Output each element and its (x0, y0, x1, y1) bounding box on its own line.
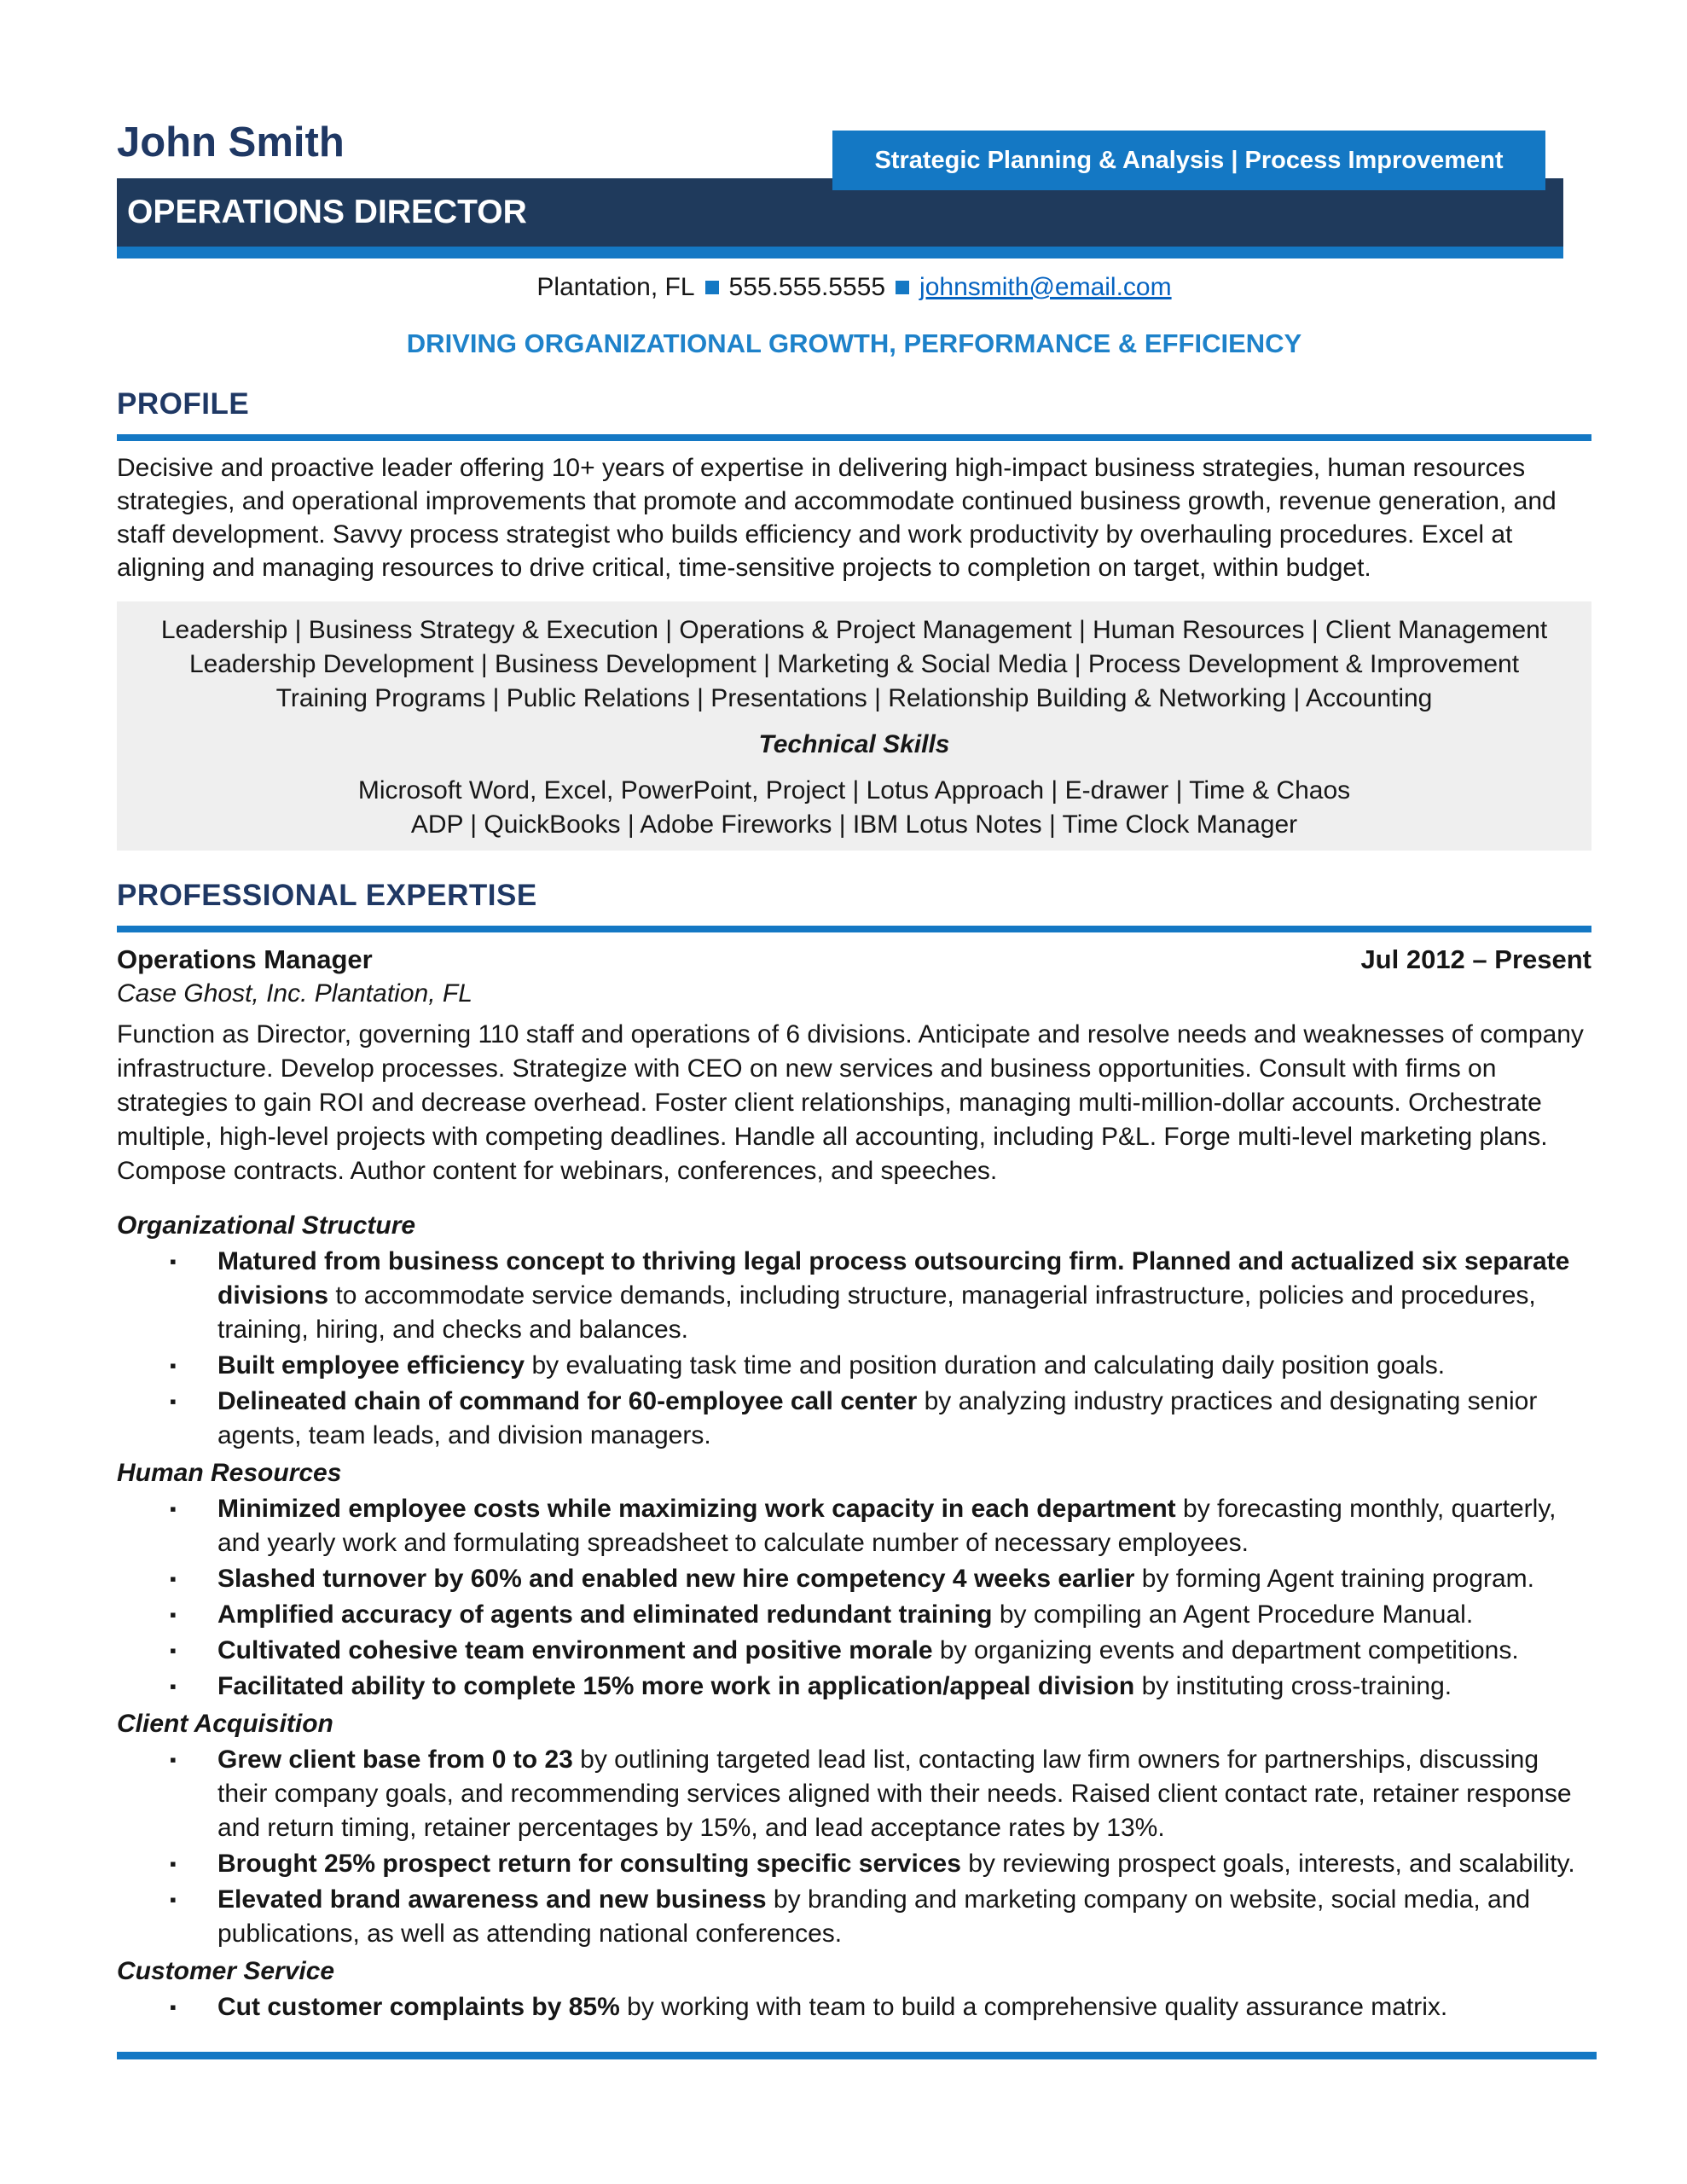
bullet-text (217, 1634, 1591, 1668)
bullet-text (217, 1847, 1591, 1881)
bullet-lead-text: Minimized employee costs while maximizing work capacity in each department (217, 1495, 1176, 1523)
contact-line (117, 272, 1591, 303)
square-bullet-icon: ▪ (170, 1996, 177, 2018)
bullet-text (217, 1670, 1591, 1704)
bullet-lead-text: Cut customer complaints by 85% (217, 1993, 620, 2021)
bullet-rest-text: by organizing events and department competitions. (932, 1636, 1519, 1664)
technical-skills-heading: Technical Skills (758, 730, 950, 758)
square-bullet-icon: ▪ (170, 1604, 177, 1625)
bullet-lead-text: Grew client base from 0 to 23 (217, 1745, 573, 1774)
company-line: Case Ghost, Inc. Plantation, FL (117, 979, 472, 1008)
location-text: Plantation, FL (536, 273, 695, 301)
technical-skills-lines (134, 774, 1574, 845)
achievement-group-title: Organizational Structure (117, 1211, 416, 1240)
bullet-lead-text: Matured from business concept to thriving legal process outsourcing firm. Planned and actualized six separate divisions (217, 1247, 1570, 1310)
square-bullet-icon: ▪ (170, 1749, 177, 1770)
square-separator-icon (705, 281, 719, 294)
achievement-bullet (117, 1847, 1591, 1881)
bullet-lead-text: Slashed turnover by 60% and enabled new hire competency 4 weeks earlier (217, 1565, 1135, 1593)
achievement-bullet (117, 1562, 1591, 1596)
bullet-rest-text: by reviewing prospect goals, interests, and scalability. (960, 1850, 1575, 1878)
headline: DRIVING ORGANIZATIONAL GROWTH, PERFORMANCE & EFFICIENCY (406, 328, 1302, 358)
achievement-bullet (117, 1245, 1591, 1347)
email-link[interactable]: johnsmith@email.com (919, 273, 1172, 301)
bullet-rest-text: by analyzing industry practices and designating senior agents, team leads, and division managers. (217, 1387, 1538, 1449)
achievement-bullet (117, 1743, 1591, 1845)
square-bullet-icon: ▪ (170, 1391, 177, 1412)
bullet-text (217, 1492, 1591, 1560)
section-rule (117, 434, 1591, 441)
bullet-text (217, 1385, 1591, 1453)
square-bullet-icon: ▪ (170, 1640, 177, 1661)
square-bullet-icon: ▪ (170, 1889, 177, 1910)
square-bullet-icon: ▪ (170, 1355, 177, 1376)
bullet-rest-text: to accommodate service demands, including structure, managerial infrastructure, policies and procedures, training, hiring, and checks and balances. (217, 1281, 1536, 1344)
bullet-lead-text: Built employee efficiency (217, 1351, 525, 1380)
bullet-rest-text: by working with team to build a comprehensive quality assurance matrix. (619, 1993, 1448, 2021)
achievement-group-title: Human Resources (117, 1459, 342, 1487)
achievement-group-title: Client Acquisition (117, 1710, 333, 1738)
skills-line: Training Programs | Public Relations | Presentations | Relationship Building & Networking | Accounting (275, 684, 1433, 712)
achievement-group-title: Customer Service (117, 1957, 335, 1985)
achievement-bullet (117, 1492, 1591, 1560)
job-dates: Jul 2012 – Present (1360, 944, 1591, 974)
bullet-rest-text: by evaluating task time and position duration and calculating daily position goals. (525, 1351, 1446, 1380)
bullet-text (217, 1883, 1591, 1951)
bullet-text (217, 1990, 1591, 2024)
square-bullet-icon: ▪ (170, 1676, 177, 1697)
bullet-text (217, 1245, 1591, 1347)
profile-section-heading: PROFILE (117, 387, 250, 421)
square-bullet-icon: ▪ (170, 1853, 177, 1874)
section-rule (117, 926, 1591, 932)
achievement-groups (117, 1209, 1591, 2024)
bullet-lead-text: Elevated brand awareness and new business (217, 1885, 767, 1914)
technical-skills-line: Microsoft Word, Excel, PowerPoint, Project | Lotus Approach | E-drawer | Time & Chaos (357, 776, 1351, 804)
phone-text: 555.555.5555 (728, 273, 886, 301)
experience-section-heading: PROFESSIONAL EXPERTISE (117, 879, 537, 912)
bullet-lead-text: Facilitated ability to complete 15% more work in application/appeal division (217, 1672, 1135, 1700)
tagline-box (832, 131, 1545, 190)
bullet-text (217, 1562, 1591, 1596)
bullet-rest-text: by instituting cross-training. (1134, 1672, 1452, 1700)
tagline-text: Strategic Planning & Analysis | Process Improvement (874, 147, 1504, 174)
skills-line: Leadership Development | Business Development | Marketing & Social Media | Process Development & Improvement (188, 650, 1520, 678)
job-summary: Function as Director, governing 110 staff and operations of 6 divisions. Anticipate and resolve needs and weaknesses of company infrastructure. Develop processes. Strategize with CEO on new services and business opportunities. Consult with firms on strategies to gain ROI and decrease overhead. Foster client relationships, managing multi-million-dollar accounts. Orchestrate multiple, high-level projects with competing deadlines. Handle all accounting, including P&L. Forge multi-level marketing plans. Compose contracts. Author content for webinars, conferences, and speeches. (117, 1020, 1584, 1185)
skills-box (117, 601, 1591, 851)
skills-line: Leadership | Business Strategy & Execution | Operations & Project Management | Human Resources | Client Management (160, 616, 1548, 644)
profile-paragraph: Decisive and proactive leader offering 10+ years of expertise in delivering high-impact business strategies, human resources strategies, and operational improvements that promote and accommodate continued business growth, revenue generation, and staff development. Savvy process strategist who builds efficiency and work productivity by overhauling procedures. Excel at aligning and managing resources to drive critical, time-sensitive projects to completion on target, within budget. (117, 454, 1557, 582)
achievement-bullet (117, 1634, 1591, 1668)
bullet-rest-text: by compiling an Agent Procedure Manual. (992, 1600, 1474, 1629)
square-bullet-icon: ▪ (170, 1568, 177, 1589)
job-position: Operations Manager (117, 944, 373, 974)
bullet-lead-text: Delineated chain of command for 60-employee call center (217, 1387, 918, 1415)
square-separator-icon (896, 281, 909, 294)
bullet-rest-text: by outlining targeted lead list, contacting law firm owners for partnerships, discussing their company goals, and recommending services aligned with their needs. Raised client contact rate, retainer response and return timing, retainer percentages by 15%, and lead acceptance rates by 13%. (217, 1745, 1572, 1842)
achievement-bullet (117, 1883, 1591, 1951)
bullet-lead-text: Cultivated cohesive team environment and positive morale (217, 1636, 933, 1664)
bullet-lead-text: Amplified accuracy of agents and eliminated redundant training (217, 1600, 993, 1629)
square-bullet-icon: ▪ (170, 1498, 177, 1519)
achievement-bullet (117, 1670, 1591, 1704)
technical-skills-line: ADP | QuickBooks | Adobe Fireworks | IBM Lotus Notes | Time Clock Manager (410, 810, 1298, 839)
bullet-text (217, 1743, 1591, 1845)
bullet-rest-text: by forecasting monthly, quarterly, and yearly work and formulating spreadsheet to calculate number of necessary employees. (217, 1495, 1557, 1557)
achievement-bullet (117, 1385, 1591, 1453)
bullet-rest-text: by branding and marketing company on website, social media, and publications, as well as attending national conferences. (217, 1885, 1531, 1948)
header-accent-strip (117, 247, 1563, 258)
candidate-name: John Smith (117, 119, 345, 166)
bullet-lead-text: Brought 25% prospect return for consulting specific services (217, 1850, 961, 1878)
job-title-text: OPERATIONS DIRECTOR (127, 194, 527, 230)
square-bullet-icon: ▪ (170, 1251, 177, 1272)
bullet-rest-text: by forming Agent training program. (1134, 1565, 1535, 1593)
bullet-text (217, 1349, 1591, 1383)
skills-keyword-lines (134, 613, 1574, 716)
bottom-accent-line (117, 2052, 1597, 2059)
achievement-bullet (117, 1990, 1591, 2024)
job-row (117, 944, 1591, 975)
achievement-bullet (117, 1349, 1591, 1383)
achievement-bullet (117, 1598, 1591, 1632)
content-area (117, 258, 1591, 2024)
bullet-text (217, 1598, 1591, 1632)
